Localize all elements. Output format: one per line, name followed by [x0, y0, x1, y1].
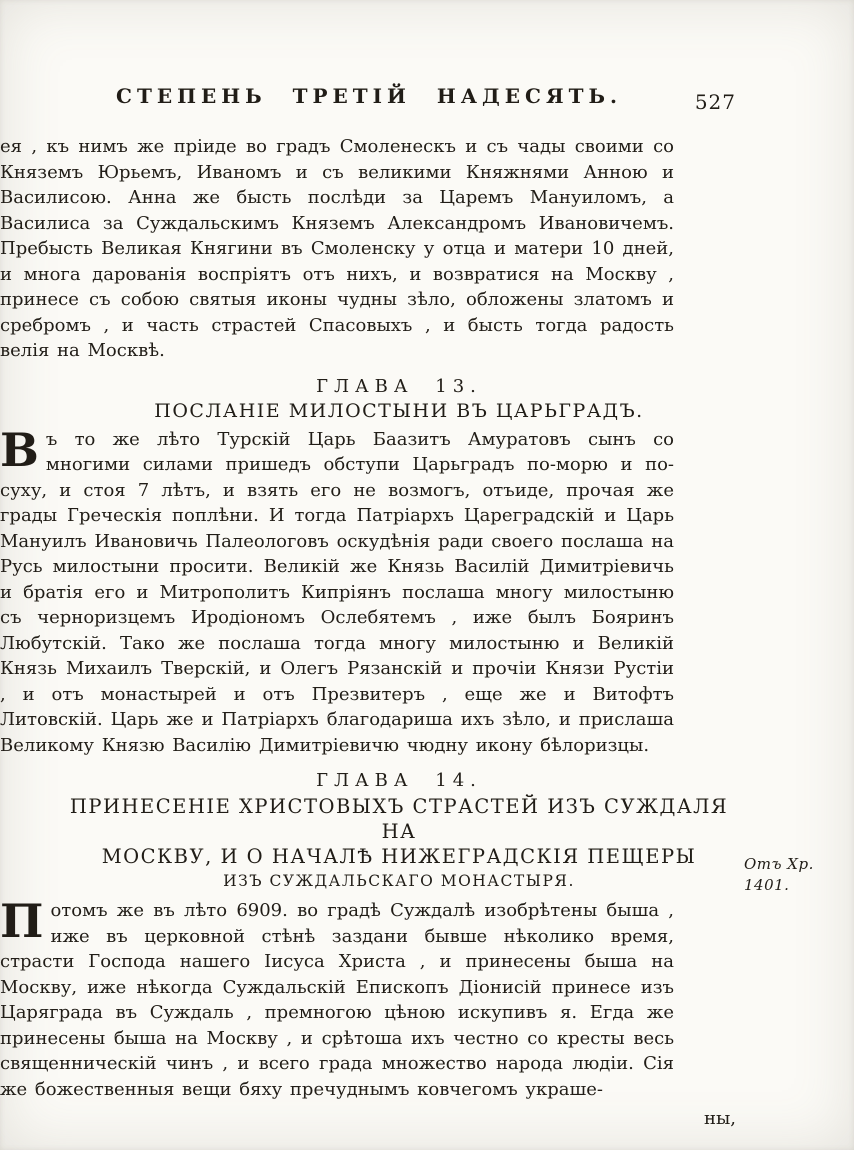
catchword: ны, [703, 1108, 736, 1129]
running-title: СТЕПЕНЬ ТРЕТІЙ НАДЕСЯТЬ. [116, 84, 622, 108]
chapter-14-heading: ГЛАВА 14. [316, 770, 482, 791]
chapter-13-heading: ГЛАВА 13. [316, 375, 482, 397]
margin-note-date [744, 854, 844, 896]
margin-note-era: Отъ Хр. [744, 855, 814, 873]
chapter-13-body [0, 422, 674, 759]
chapter-14-drop-cap: П [0, 894, 44, 948]
chapter-13-text: ъ то же лѣто Турскій Царь Баазитъ Амуратовъ сынъ со многими силами пришедъ обступи Царьградъ по-морю и по-суху, и стоя 7 лѣтъ, и взять его не возмогъ, отъиде, прочая же грады Греческія поплѣни. И тогда Патріархъ Цареградскій и Царь Мануилъ Ивановичь Палеологовъ оскудѣнія ради своего послаша на Русь милостыни просити. Великій же Князь Василій Димитріевичь и братія его и Митрополитъ Кипріянъ послаша многу милостыню съ черноризцемъ Иродіономъ Ослебятемъ , иже былъ Бояринъ Любутскій. Тако же послаша тогда многу милостыню и Великій Князь Михаилъ Тверскій, и Олегъ Рязанскій и прочіи Князи Рустіи , и отъ монастырей и отъ Презвитеръ , еще же и Витофтъ Литовскій. Царь же и Патріархъ благодариша ихъ зѣло, и прислаша Великому Князю Василію Димитріевичю чюдну икону бѣлоризцы. [0, 428, 674, 756]
chapter-14-body [0, 894, 674, 1102]
chapter-13-drop-cap: В [0, 422, 39, 477]
chapter-14-text: отомъ же въ лѣто 6909. во градѣ Суждалѣ изобрѣтены быша , иже въ церковной стѣнѣ заздани бывше нѣколико время, страсти Господа нашего Іисуса Христа , и принесены быша на Москву, иже нѣкогда Суждальскій Епископъ Діонисій принесе изъ Царяграда въ Суждаль , премногою цѣною искупивъ я. Егда же принесены быша на Москву , и срѣтоша ихъ честно со кресты весь священническій чинъ , и всего града множество народа людіи. Сія же божественныя вещи бяху пречуднымъ ковчегомъ украше- [0, 900, 674, 1100]
chapter-13-title: ПОСЛАНІЕ МИЛОСТЫНИ ВЪ ЦАРЬГРАДЪ. [154, 399, 644, 422]
paragraph-continuation: ея , къ нимъ же пріиде во градъ Смоленескъ и съ чады своими со Княземъ Юрьемъ, Иваномъ и съ великими Княжнями Анною и Василисою. Анна же бысть послѣди за Царемъ Мануиломъ, а Василиса за Суждальскимъ Княземъ Александромъ Ивановичемъ. Пребысть Великая Княгини въ Смоленску у отца и матери 10 дней, и многа дарованія воспріятъ отъ нихъ, и возвратися на Москву , принесе съ собою святыя иконы чудны зѣло, обложены златомъ и сребромъ , и часть страстей Спасовыхъ , и бысть тогда радость велія на Москвѣ. [0, 136, 674, 361]
chapter-14-title-line-3: ИЗЪ СУЖДАЛЬСКАГО МОНАСТЫРЯ. [223, 872, 575, 890]
chapter-14-title-line-1: ПРИНЕСЕНІЕ ХРИСТОВЫХЪ СТРАСТЕЙ ИЗЪ СУЖДАЛЯ НА [69, 795, 729, 843]
margin-note-year: 1401. [744, 876, 790, 894]
page-number: 527 [694, 90, 736, 114]
running-head [62, 0, 736, 112]
chapter-14-title-line-2: МОСКВУ, И О НАЧАЛѢ НИЖЕГРАДСКІЯ ПЕЩЕРЫ [101, 845, 697, 868]
chapter-14-title [62, 794, 736, 894]
